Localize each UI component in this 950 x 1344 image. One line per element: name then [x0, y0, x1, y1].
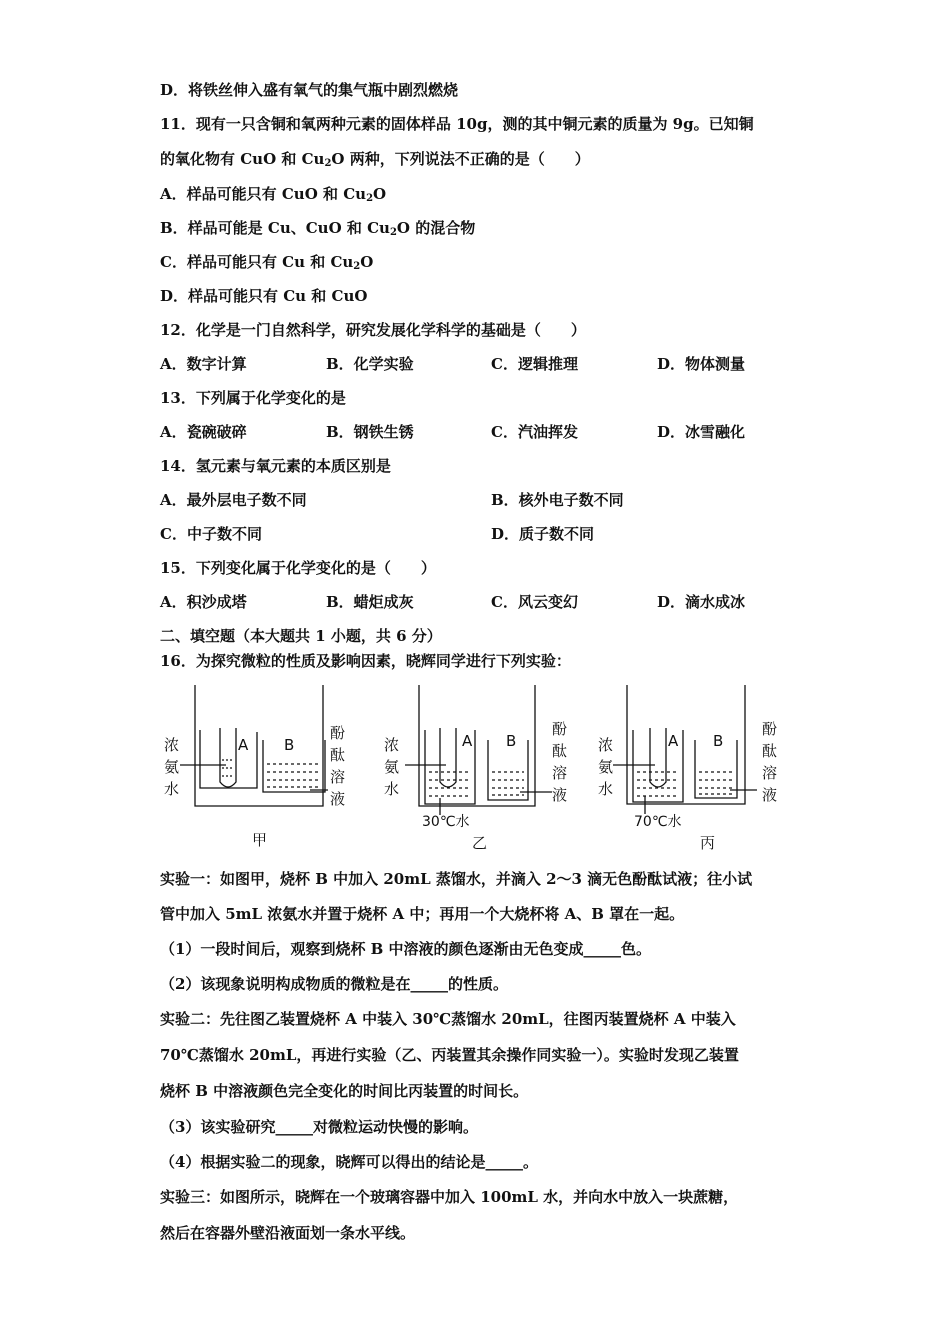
large-beaker-bing: [627, 685, 745, 804]
bing-beaker-a-label: A: [668, 732, 679, 750]
q11-stem-line1: 11．现有一只含铜和氧两种元素的固体样品 10g，测的其中铜元素的质量为 9g。已知铜: [160, 115, 754, 133]
yi-beaker-a-label: A: [462, 732, 473, 750]
q12-stem: 12．化学是一门自然科学，研究发展化学科学的基础是（ ）: [160, 321, 586, 339]
exp3-line2: 然后在容器外壁沿液面划一条水平线。: [160, 1224, 416, 1242]
test-tube-jia: [220, 728, 236, 787]
jia-beaker-a-label: A: [238, 736, 249, 754]
q15-option-a: A．积沙成塔: [160, 593, 247, 611]
q16-part2: （2）该现象说明构成物质的微粒是在_____的性质。: [160, 975, 508, 993]
yi-beaker-b-label: B: [506, 732, 517, 750]
caption-bing: 丙: [700, 834, 716, 852]
q13-option-a: A．瓷碗破碎: [160, 423, 247, 441]
q11-stem-line2: 的氧化物有 CuO 和 $Cu_2O$ 两种，下列说法不正确的是（ ）: [160, 150, 590, 169]
q12-option-b: B．化学实验: [326, 355, 414, 373]
jia-right-label-4: 液: [330, 790, 346, 808]
q16-stem: 16．为探究微粒的性质及影响因素，晓辉同学进行下列实验：: [160, 652, 571, 670]
exp2-line1: 实验二：先往图乙装置烧杯 A 中装入 30℃蒸馏水 20mL，往图丙装置烧杯 A 中装入: [160, 1010, 736, 1028]
beaker-a-jia: [200, 730, 257, 788]
q12-option-d: D．物体测量: [657, 355, 746, 373]
yi-left-label-2: 氨: [384, 758, 400, 776]
test-tube-yi: [440, 728, 456, 787]
bing-right-label-4: 液: [762, 786, 778, 804]
q16-experiment-figure: [150, 680, 790, 852]
figure-jia: [180, 685, 328, 806]
exp3-line1: 实验三：如图所示，晓辉在一个玻璃容器中加入 100mL 水，并向水中放入一块蔗糖，: [160, 1188, 739, 1206]
q16-part3: （3）该实验研究_____对微粒运动快慢的影响。: [160, 1118, 478, 1136]
exp1-line1: 实验一：如图甲，烧杯 B 中加入 20mL 蒸馏水，并滴入 2～3 滴无色酚酞试液；往小试: [160, 870, 753, 888]
yi-right-label-4: 液: [552, 786, 568, 804]
section-2-heading: 二、填空题（本大题共 1 小题，共 6 分）: [160, 627, 442, 645]
bing-right-label-3: 溶: [762, 764, 778, 782]
exp2-line3: 烧杯 B 中溶液颜色完全变化的时间比丙装置的时间长。: [160, 1082, 529, 1100]
q15-stem: 15．下列变化属于化学变化的是（ ）: [160, 559, 436, 577]
bing-right-label-1: 酚: [762, 720, 778, 738]
yi-left-label-3: 水: [384, 780, 400, 798]
yi-right-label-1: 酚: [552, 720, 568, 738]
q15-option-c: C．风云变幻: [491, 593, 578, 611]
q13-option-c: C．汽油挥发: [491, 423, 578, 441]
q16-part4: （4）根据实验二的现象，晓辉可以得出的结论是_____。: [160, 1153, 538, 1171]
yi-left-label-1: 浓: [384, 736, 400, 754]
q13-option-b: B．钢铁生锈: [326, 423, 414, 441]
bing-left-label-1: 浓: [598, 736, 614, 754]
q14-option-d: D．质子数不同: [491, 525, 595, 543]
bing-water-temp-label: 70℃水: [634, 814, 682, 830]
q13-option-d: D．冰雪融化: [657, 423, 746, 441]
jia-left-label-1: 浓: [164, 736, 180, 754]
q12-option-c: C．逻辑推理: [491, 355, 578, 373]
jia-beaker-b-label: B: [284, 736, 295, 754]
q12-option-a: A．数字计算: [160, 355, 247, 373]
bing-left-label-3: 水: [598, 780, 614, 798]
yi-right-label-3: 溶: [552, 764, 568, 782]
q14-stem: 14．氢元素与氧元素的本质区别是: [160, 457, 391, 475]
caption-jia: 甲: [252, 831, 268, 849]
q11-option-c: C．样品可能只有 Cu 和 $Cu_2O$: [160, 253, 374, 272]
q14-option-c: C．中子数不同: [160, 525, 262, 543]
q15-option-b: B．蜡炬成灰: [326, 593, 414, 611]
jia-right-label-2: 酞: [330, 746, 346, 764]
q11-option-b: B．样品可能是 Cu、CuO 和 $Cu_2O$ 的混合物: [160, 219, 476, 238]
jia-left-label-2: 氨: [164, 758, 180, 776]
figure-yi: [405, 685, 552, 815]
test-tube-bing: [650, 728, 666, 787]
q16-part1: （1）一段时间后，观察到烧杯 B 中溶液的颜色逐渐由无色变成_____色。: [160, 940, 652, 958]
yi-right-label-2: 酞: [552, 742, 568, 760]
yi-water-temp-label: 30℃水: [422, 814, 470, 830]
q14-option-b: B．核外电子数不同: [491, 491, 624, 509]
q14-option-a: A．最外层电子数不同: [160, 491, 307, 509]
q11-option-a: A．样品可能只有 CuO 和 $Cu_2O$: [160, 185, 387, 204]
caption-yi: 乙: [472, 834, 488, 852]
q10-option-d: D．将铁丝伸入盛有氧气的集气瓶中剧烈燃烧: [160, 81, 459, 99]
bing-right-label-2: 酞: [762, 742, 778, 760]
jia-right-label-1: 酚: [330, 724, 346, 742]
jia-left-label-3: 水: [164, 780, 180, 798]
q13-stem: 13．下列属于化学变化的是: [160, 389, 346, 407]
bing-left-label-2: 氨: [598, 758, 614, 776]
q15-option-d: D．滴水成冰: [657, 593, 746, 611]
jia-right-label-3: 溶: [330, 768, 346, 786]
bing-beaker-b-label: B: [713, 732, 724, 750]
q11-option-d: D．样品可能只有 Cu 和 CuO: [160, 287, 368, 305]
exp2-line2: 70℃蒸馏水 20mL，再进行实验（乙、丙装置其余操作同实验一）。实验时发现乙装置: [160, 1046, 739, 1064]
figure-bing: [613, 685, 757, 814]
exp1-line2: 管中加入 5mL 浓氨水并置于烧杯 A 中；再用一个大烧杯将 A、B 罩在一起。: [160, 905, 685, 923]
